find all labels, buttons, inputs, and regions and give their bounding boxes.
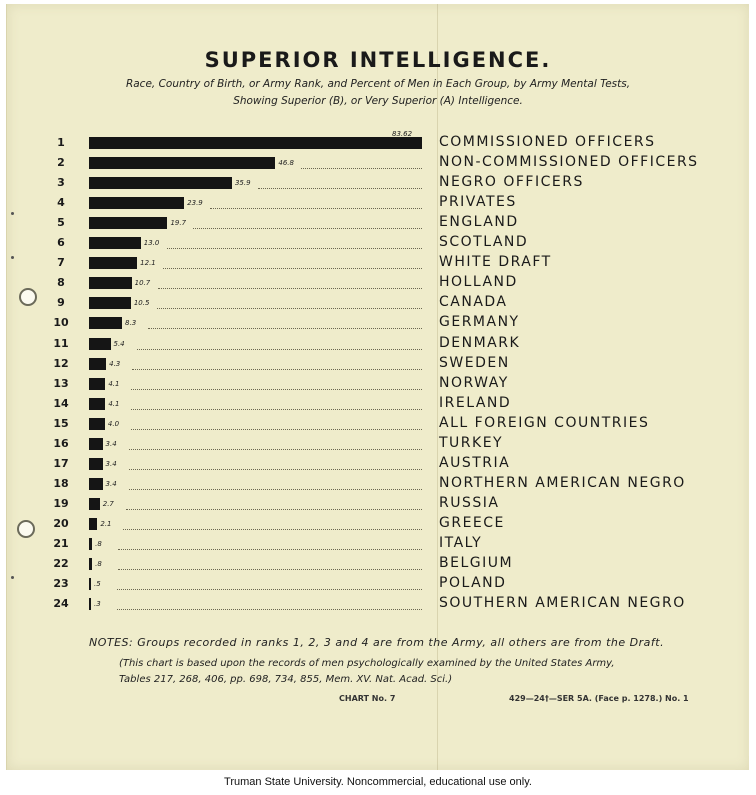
bar xyxy=(89,237,141,249)
category-label: PRIVATES xyxy=(439,194,517,211)
bar xyxy=(89,277,132,289)
category-label: WHITE DRAFT xyxy=(439,254,552,271)
category-label: NORTHERN AMERICAN NEGRO xyxy=(439,474,686,491)
category-label: GERMANY xyxy=(439,314,520,331)
chart-title: SUPERIOR INTELLIGENCE. xyxy=(204,48,552,72)
bar-value-label: 46.8 xyxy=(278,159,294,168)
rank-number: 6 xyxy=(57,236,65,250)
rank-number: 4 xyxy=(57,196,65,210)
bar-value-label: 23.9 xyxy=(187,199,203,208)
rank-number: 8 xyxy=(57,276,65,290)
leader-line xyxy=(258,188,422,189)
bar-value-label: 83.62 xyxy=(392,130,413,138)
category-label: SWEDEN xyxy=(439,354,510,371)
bar xyxy=(89,177,232,189)
bar-value-label: 4.3 xyxy=(109,359,121,368)
category-label: SOUTHERN AMERICAN NEGRO xyxy=(439,595,686,612)
footer-credit: Truman State University. Noncommercial, educational use only. xyxy=(224,776,532,788)
category-label: POLAND xyxy=(439,575,507,592)
bar xyxy=(89,398,105,410)
bar xyxy=(89,578,91,590)
category-label: AUSTRIA xyxy=(439,454,511,471)
category-label: ITALY xyxy=(439,535,483,551)
leader-line xyxy=(132,369,422,370)
bar-value-label: 5.4 xyxy=(113,339,125,348)
bar-value-label: 10.7 xyxy=(134,279,151,288)
bar xyxy=(89,438,103,450)
notes-line-1: NOTES: Groups recorded in ranks 1, 2, 3 and 4 are from the Army, all others are from the Draft. xyxy=(89,636,665,649)
rank-number: 7 xyxy=(57,256,65,270)
category-label: NORWAY xyxy=(439,374,509,391)
leader-line xyxy=(157,308,422,309)
bar-value-label: 8.3 xyxy=(125,319,137,328)
leader-line xyxy=(131,389,422,390)
bar-value-label: 2.1 xyxy=(100,519,112,528)
leader-line xyxy=(301,168,422,169)
bar-value-label: .5 xyxy=(94,580,101,589)
leader-line xyxy=(210,208,422,209)
bar-value-label: .8 xyxy=(95,540,102,548)
page-fold xyxy=(437,4,438,770)
leader-line xyxy=(137,349,422,350)
bar xyxy=(89,217,167,229)
bar xyxy=(89,458,103,470)
bar xyxy=(89,137,422,149)
bar-value-label: 13.0 xyxy=(143,239,160,248)
rank-number: 10 xyxy=(53,316,69,330)
leader-line xyxy=(129,469,422,470)
rank-number: 23 xyxy=(53,577,69,591)
category-label: DENMARK xyxy=(439,334,521,351)
bar-value-label: 3.4 xyxy=(105,459,117,468)
rank-number: 16 xyxy=(53,436,69,450)
bar-value-label: 3.4 xyxy=(105,439,117,448)
category-label: BELGIUM xyxy=(439,555,514,572)
bar-value-label: 3.4 xyxy=(105,479,117,488)
leader-line xyxy=(148,328,422,329)
leader-line xyxy=(131,409,422,410)
bar xyxy=(89,598,91,610)
bar xyxy=(89,418,105,430)
bar-value-label: .8 xyxy=(95,560,102,569)
category-label: GREECE xyxy=(439,514,505,531)
category-label: ALL FOREIGN COUNTRIES xyxy=(439,414,650,431)
rank-number: 1 xyxy=(57,136,65,149)
bar-value-label: 12.1 xyxy=(140,259,156,268)
rank-number: 22 xyxy=(53,557,69,571)
chart-subtitle-line-1: Race, Country of Birth, or Army Rank, and Percent of Men in Each Group, by Army Mental Tests, xyxy=(125,78,631,90)
bar xyxy=(89,478,103,490)
leader-line xyxy=(118,549,422,550)
bar xyxy=(89,257,137,269)
rank-number: 5 xyxy=(57,216,65,230)
rank-number: 17 xyxy=(53,456,69,470)
leader-line xyxy=(123,529,422,530)
margin-dot xyxy=(11,256,14,259)
rank-number: 13 xyxy=(53,376,69,390)
leader-line xyxy=(126,509,422,510)
chart-paper xyxy=(6,4,749,770)
notes-line-3: Tables 217, 268, 406, pp. 698, 734, 855, Mem. XV. Nat. Acad. Sci.) xyxy=(119,674,453,685)
bar xyxy=(89,317,122,329)
binder-hole xyxy=(17,520,35,538)
binder-hole xyxy=(19,288,37,306)
category-label: NEGRO OFFICERS xyxy=(439,174,584,191)
rank-number: 14 xyxy=(53,396,69,410)
bar-value-label: 35.9 xyxy=(234,179,251,188)
rank-number: 19 xyxy=(53,496,69,510)
category-label: HOLLAND xyxy=(439,274,518,291)
leader-line xyxy=(158,288,422,289)
category-label: ENGLAND xyxy=(439,214,519,231)
print-code: 429—24†—SER 5A. (Face p. 1278.) No. 1 xyxy=(509,694,689,703)
bar xyxy=(89,338,111,350)
margin-dot xyxy=(11,212,14,215)
rank-number: 20 xyxy=(53,516,69,530)
bar-value-label: .3 xyxy=(94,600,101,609)
leader-line xyxy=(129,489,422,490)
margin-dot xyxy=(11,576,14,579)
leader-line xyxy=(167,248,422,249)
bar xyxy=(89,157,275,169)
chart-subtitle-line-2: Showing Superior (B), or Very Superior (A) Intelligence. xyxy=(233,95,523,107)
leader-line xyxy=(193,228,422,229)
leader-line xyxy=(163,268,422,269)
category-label: TURKEY xyxy=(439,434,504,451)
rank-number: 9 xyxy=(57,296,65,310)
rank-number: 11 xyxy=(53,336,69,350)
leader-line xyxy=(117,609,422,610)
rank-number: 12 xyxy=(53,356,69,370)
bar xyxy=(89,558,92,570)
rank-number: 24 xyxy=(53,597,69,611)
rank-number: 18 xyxy=(53,476,69,490)
bar xyxy=(89,197,184,209)
bar-value-label: 4.1 xyxy=(108,399,120,408)
bar-value-label: 4.1 xyxy=(108,379,120,388)
bar-value-label: 4.0 xyxy=(107,419,120,428)
bar xyxy=(89,538,92,550)
bar-value-label: 19.7 xyxy=(170,219,187,228)
bar-value-label: 10.5 xyxy=(133,299,150,308)
rank-number: 2 xyxy=(57,156,65,170)
category-label: NON-COMMISSIONED OFFICERS xyxy=(439,154,699,171)
rank-number: 3 xyxy=(57,176,65,190)
category-label: IRELAND xyxy=(439,394,512,411)
notes-line-2: (This chart is based upon the records of men psychologically examined by the United States Army, xyxy=(119,658,615,669)
bar xyxy=(89,498,100,510)
bar xyxy=(89,297,131,309)
leader-line xyxy=(117,589,422,590)
bar xyxy=(89,378,105,390)
bar xyxy=(89,358,106,370)
rank-number: 15 xyxy=(53,416,69,430)
leader-line xyxy=(118,569,422,570)
leader-line xyxy=(129,449,422,450)
category-label: RUSSIA xyxy=(439,494,500,511)
rank-number: 21 xyxy=(53,537,69,550)
bar-value-label: 2.7 xyxy=(102,499,114,508)
category-label: COMMISSIONED OFFICERS xyxy=(439,134,656,150)
leader-line xyxy=(131,429,422,430)
category-label: CANADA xyxy=(439,294,508,311)
bar xyxy=(89,518,97,530)
chart-number: CHART No. 7 xyxy=(339,694,396,703)
category-label: SCOTLAND xyxy=(439,234,529,251)
